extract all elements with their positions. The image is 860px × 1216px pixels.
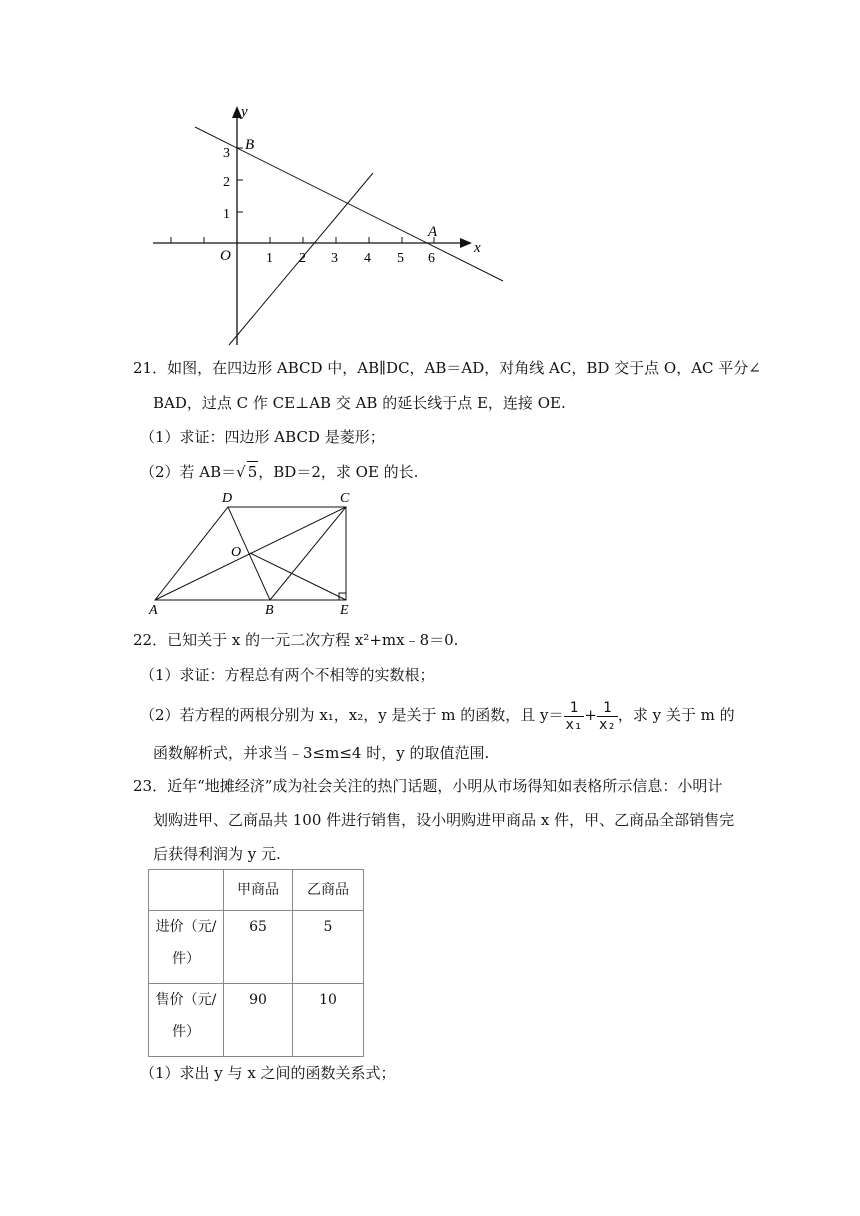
q21-part2 bbox=[140, 461, 418, 482]
plus-sign: + bbox=[584, 706, 597, 724]
x-tick-labels bbox=[266, 251, 435, 266]
q22-line1: 22．已知关于 x 的一元二次方程 x²+mx﹣8＝0. bbox=[133, 631, 459, 649]
line-ab bbox=[195, 127, 503, 281]
origin-label: O bbox=[220, 248, 231, 264]
row-label-line: 件） bbox=[172, 1024, 200, 1040]
label-d: D bbox=[222, 491, 233, 506]
q21-line1: 21．如图，在四边形 ABCD 中，AB∥DC，AB＝AD，对角线 AC，BD 交于点 O，AC 平分∠ bbox=[133, 359, 761, 377]
q23-line1: 23．近年“地摊经济”成为社会关注的热门话题，小明从市场得知如表格所示信息：小明计 bbox=[133, 777, 723, 795]
label-o: O bbox=[231, 545, 242, 560]
q21-part2-suffix: ，BD＝2，求 OE 的长. bbox=[258, 463, 419, 481]
x-axis-arrow-icon bbox=[460, 238, 472, 248]
row-label-line: 件） bbox=[172, 951, 200, 967]
label-a: A bbox=[149, 603, 158, 618]
frac1-denominator: x₁ bbox=[565, 716, 583, 733]
frac1-numerator: 1 bbox=[564, 700, 585, 717]
table-row bbox=[149, 984, 364, 1057]
y-tick-marks bbox=[237, 148, 243, 212]
q21-part1: （1）求证：四边形 ABCD 是菱形； bbox=[140, 428, 385, 446]
table-header-cell bbox=[149, 870, 224, 911]
table-cell: 90 bbox=[224, 984, 293, 1057]
y-tick-label: 2 bbox=[223, 175, 230, 190]
table-header-cell: 甲商品 bbox=[224, 870, 293, 911]
label-e: E bbox=[340, 603, 349, 618]
y-tick-label: 3 bbox=[223, 146, 230, 161]
y-tick-labels bbox=[223, 146, 230, 222]
q22-part2-prefix: （2）若方程的两根分别为 x₁，x₂，y 是关于 m 的函数，且 y＝ bbox=[140, 706, 564, 724]
frac2-denominator: x₂ bbox=[598, 716, 616, 733]
table-header-cell: 乙商品 bbox=[293, 870, 364, 911]
q22-part2-suffix: ，求 y 关于 m 的 bbox=[617, 706, 735, 724]
x-tick-label: 5 bbox=[397, 251, 404, 266]
coordinate-graph bbox=[0, 0, 860, 360]
q23-part1: （1）求出 y 与 x 之间的函数关系式； bbox=[140, 1064, 396, 1082]
rhombus-figure bbox=[0, 480, 860, 620]
q23-line3: 后获得利润为 y 元. bbox=[153, 845, 281, 863]
x-tick-label: 3 bbox=[331, 251, 338, 266]
q22-part2 bbox=[140, 696, 735, 734]
fraction-1-over-x2 bbox=[597, 700, 618, 733]
label-c: C bbox=[340, 491, 350, 506]
price-table bbox=[148, 869, 364, 1057]
point-a-label: A bbox=[428, 224, 438, 240]
x-tick-label: 1 bbox=[266, 251, 273, 266]
table-cell: 65 bbox=[224, 911, 293, 984]
q23-line2: 划购进甲、乙商品共 100 件进行销售，设小明购进甲商品 x 件，甲、乙商品全部销售完 bbox=[153, 811, 735, 829]
fraction-1-over-x1 bbox=[564, 700, 585, 733]
q21-part2-sqrt-value: 5 bbox=[247, 463, 258, 481]
segment-oe bbox=[250, 553, 346, 600]
q21-line2: BAD，过点 C 作 CE⊥AB 交 AB 的延长线于点 E，连接 OE. bbox=[153, 394, 566, 412]
table-header-row bbox=[149, 870, 364, 911]
x-tick-label: 4 bbox=[364, 251, 371, 266]
table-row-label bbox=[149, 911, 224, 984]
q22-part2-line2: 函数解析式，并求当﹣3≤m≤4 时，y 的取值范围. bbox=[153, 744, 490, 762]
y-axis-label: y bbox=[241, 104, 248, 120]
q21-part2-prefix: （2）若 AB＝ bbox=[140, 463, 237, 481]
row-label-line: 售价（元/ bbox=[155, 992, 217, 1008]
table-row-label bbox=[149, 984, 224, 1057]
frac2-numerator: 1 bbox=[597, 700, 618, 717]
x-axis-label: x bbox=[474, 240, 481, 256]
x-tick-marks bbox=[171, 237, 434, 243]
row-label-line: 进价（元/ bbox=[155, 919, 217, 935]
table-cell: 10 bbox=[293, 984, 364, 1057]
q22-part1: （1）求证：方程总有两个不相等的实数根； bbox=[140, 666, 435, 684]
table-row bbox=[149, 911, 364, 984]
label-b: B bbox=[265, 603, 274, 618]
point-b-label: B bbox=[245, 137, 255, 153]
y-tick-label: 1 bbox=[223, 207, 230, 222]
x-tick-label: 6 bbox=[428, 251, 435, 266]
table-cell: 5 bbox=[293, 911, 364, 984]
x-tick-label: 2 bbox=[299, 251, 306, 266]
sqrt-icon: √ bbox=[236, 463, 246, 481]
